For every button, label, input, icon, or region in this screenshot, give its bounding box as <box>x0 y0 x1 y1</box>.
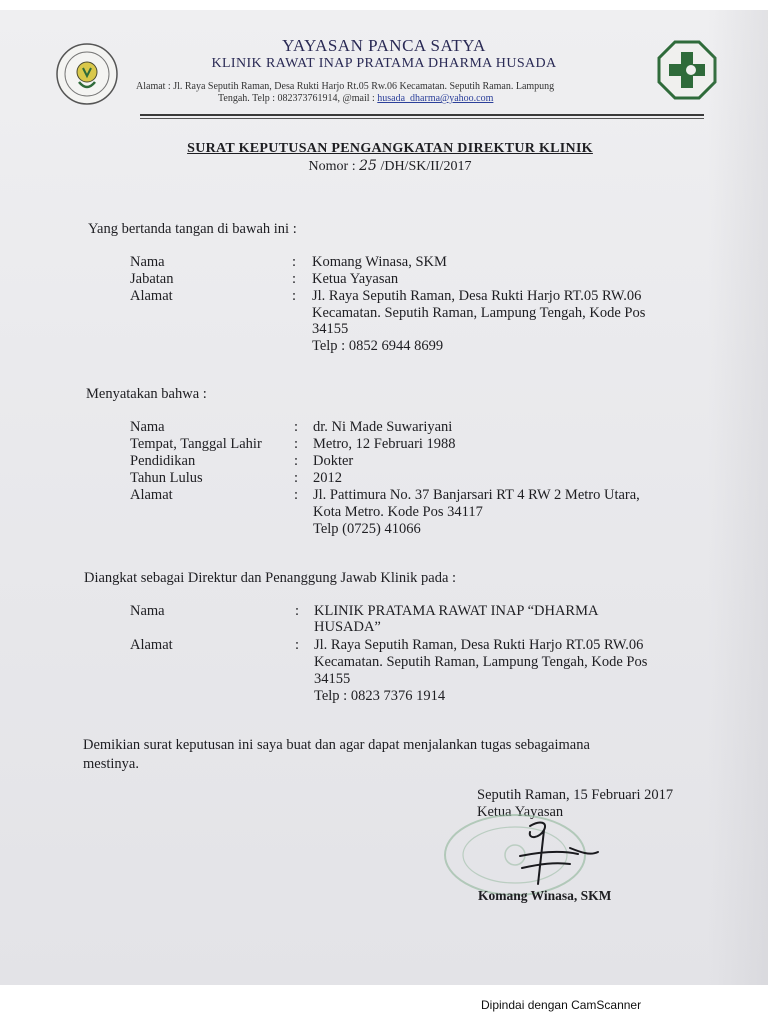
appointee-education-label: Pendidikan <box>130 453 196 469</box>
signer-name-value: Komang Winasa, SKM <box>312 254 447 270</box>
clinic-name-line: HUSADA” <box>314 619 381 635</box>
colon: : <box>295 603 300 619</box>
colon: : <box>294 436 299 452</box>
closing-text-line: Demikian surat keputusan ini saya buat dan agar dapat menjalankan tugas sebagaimana <box>83 737 590 753</box>
colon: : <box>292 288 297 304</box>
scanner-watermark: Dipindai dengan CamScanner <box>481 998 642 1012</box>
email-link[interactable]: husada_dharma@yahoo.com <box>377 93 494 104</box>
clinic-address-line: Kecamatan. Seputih Raman, Lampung Tengah, Kode Pos <box>314 654 648 670</box>
appointee-address-line: Kota Metro. Kode Pos 34117 <box>313 504 483 520</box>
letterhead-address-line-2 <box>218 93 493 104</box>
nomor-suffix: /DH/SK/II/2017 <box>380 159 472 174</box>
signer-address-line: Jl. Raya Seputih Raman, Desa Rukti Harjo RT.05 RW.06 <box>312 288 642 304</box>
appointee-education-value: Dokter <box>313 453 354 469</box>
colon: : <box>292 271 297 287</box>
appointee-birth-value: Metro, 12 Februari 1988 <box>313 436 456 452</box>
clinic-name-line: KLINIK PRATAMA RAWAT INAP “DHARMA <box>314 603 599 619</box>
appointee-name-label: Nama <box>130 419 165 435</box>
document-number <box>0 158 768 175</box>
colon: : <box>294 470 299 486</box>
appointee-graduation-label: Tahun Lulus <box>130 470 203 486</box>
signature-role: Ketua Yayasan <box>477 804 564 820</box>
clinic-name: KLINIK RAWAT INAP PRATAMA DHARMA HUSADA <box>211 56 557 71</box>
clinic-address-line: Jl. Raya Seputih Raman, Desa Rukti Harjo RT.05 RW.06 <box>314 637 644 653</box>
colon: : <box>295 637 300 653</box>
appointee-address-line: Jl. Pattimura No. 37 Banjarsari RT 4 RW 2 Metro Utara, <box>313 487 640 503</box>
letterhead-divider-thin <box>140 118 704 119</box>
appointee-name-value: dr. Ni Made Suwariyani <box>313 419 453 435</box>
colon: : <box>294 419 299 435</box>
nomor-label: Nomor : <box>308 159 356 174</box>
signature-place-date: Seputih Raman, 15 Februari 2017 <box>477 787 674 803</box>
clinic-name-label: Nama <box>130 603 165 619</box>
colon: : <box>294 487 299 503</box>
document-title: SURAT KEPUTUSAN PENGANGKATAN DIREKTUR KLINIK <box>187 141 593 156</box>
foundation-name: YAYASAN PANCA SATYA <box>282 36 486 55</box>
closing-text-line: mestinya. <box>83 756 139 772</box>
signer-address-line: Kecamatan. Seputih Raman, Lampung Tengah, Kode Pos <box>312 305 646 321</box>
signer-position-label: Jabatan <box>130 271 174 287</box>
colon: : <box>294 453 299 469</box>
appointee-graduation-value: 2012 <box>313 470 342 486</box>
address-prefix: Tengah. Telp : 082373761914, @mail : <box>218 93 375 104</box>
signer-address-label: Alamat <box>130 288 173 304</box>
clinic-address-line: 34155 <box>314 671 351 687</box>
signer-address-line: 34155 <box>312 321 349 337</box>
appointee-phone: Telp (0725) 41066 <box>313 521 421 537</box>
appointment-text: Diangkat sebagai Direktur dan Penanggung Jawab Klinik pada : <box>84 570 457 586</box>
appointee-address-label: Alamat <box>130 487 173 503</box>
statement-text: Menyatakan bahwa : <box>86 386 207 402</box>
signer-name: Komang Winasa, SKM <box>478 888 612 903</box>
signer-phone: Telp : 0852 6944 8699 <box>312 338 444 354</box>
signer-position-value: Ketua Yayasan <box>312 271 399 287</box>
letterhead-address-line-1: Alamat : Jl. Raya Seputih Raman, Desa Rukti Harjo Rt.05 Rw.06 Kecamatan. Seputih Raman. Lampung <box>136 81 555 92</box>
clinic-address-label: Alamat <box>130 637 173 653</box>
nomor-handwritten: 25 <box>359 158 377 174</box>
intro-text: Yang bertanda tangan di bawah ini : <box>88 221 297 237</box>
appointee-birth-label: Tempat, Tanggal Lahir <box>130 436 262 452</box>
letterhead-divider <box>140 114 704 116</box>
signer-name-label: Nama <box>130 254 165 270</box>
colon: : <box>292 254 297 270</box>
signature-scrawl <box>500 818 610 888</box>
clinic-phone: Telp : 0823 7376 1914 <box>314 688 446 704</box>
scanned-document <box>0 10 768 985</box>
